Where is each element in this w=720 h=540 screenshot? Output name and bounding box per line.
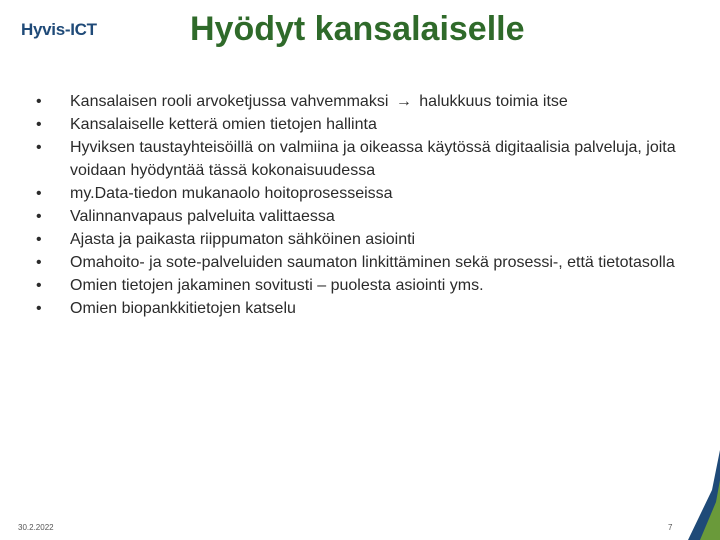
bullet-dot-icon: • (36, 253, 42, 271)
bullet-text: Kansalaisen rooli arvoketjussa vahvemmaksi (70, 93, 389, 110)
bullet-text: halukkuus toimia itse (419, 93, 568, 110)
slide-title: Hyödyt kansalaiselle (190, 10, 525, 48)
bullet-text: Omahoito- ja sote-palveluiden saumaton linkittäminen sekä prosessi-, että tietotasolla (70, 253, 675, 271)
bullet-text: Hyviksen taustayhteisöillä on valmiina ja oikeassa käytössä digitaalisia palveluja, joita voidaan hyödyntää tässä kokonaisuudessa (70, 139, 676, 179)
bullet-text: Ajasta ja paikasta riippumaton sähköinen asiointi (70, 230, 416, 248)
bullet-item (36, 275, 686, 298)
bullet-dot-icon: • (36, 116, 42, 133)
bullet-text: Omien biopankkitietojen katselu (70, 299, 296, 317)
bullet-text: Kansalaiselle ketterä omien tietojen hallinta (70, 116, 377, 133)
bullet-dot-icon: • (36, 207, 42, 225)
bullet-dot-icon: • (36, 276, 42, 294)
bullet-item (36, 114, 686, 137)
bullet-item (36, 91, 686, 114)
bullet-dot-icon: • (36, 299, 42, 317)
bullet-dot-icon: • (36, 139, 42, 156)
bullet-list (36, 91, 686, 321)
arrow-right-icon: → (395, 93, 412, 110)
bullet-text: Omien tietojen jakaminen sovitusti – puolesta asiointi yms. (70, 276, 484, 294)
bullet-item (36, 298, 686, 321)
page-number: 7 (668, 523, 673, 532)
bullet-text: my.Data-tiedon mukanaolo hoitoprosesseissa (70, 184, 393, 202)
logo: Hyvis-ICT (21, 20, 97, 39)
corner-decoration-icon (680, 450, 720, 540)
bullet-item (36, 137, 686, 182)
bullet-dot-icon: • (36, 230, 42, 248)
bullet-dot-icon: • (36, 184, 42, 202)
footer-date: 30.2.2022 (18, 523, 54, 532)
bullet-text: Valinnanvapaus palveluita valittaessa (70, 207, 335, 225)
bullet-item (36, 229, 686, 252)
bullet-item (36, 252, 686, 275)
bullet-item (36, 206, 686, 229)
bullet-item (36, 183, 686, 206)
bullet-dot-icon: • (36, 93, 42, 110)
